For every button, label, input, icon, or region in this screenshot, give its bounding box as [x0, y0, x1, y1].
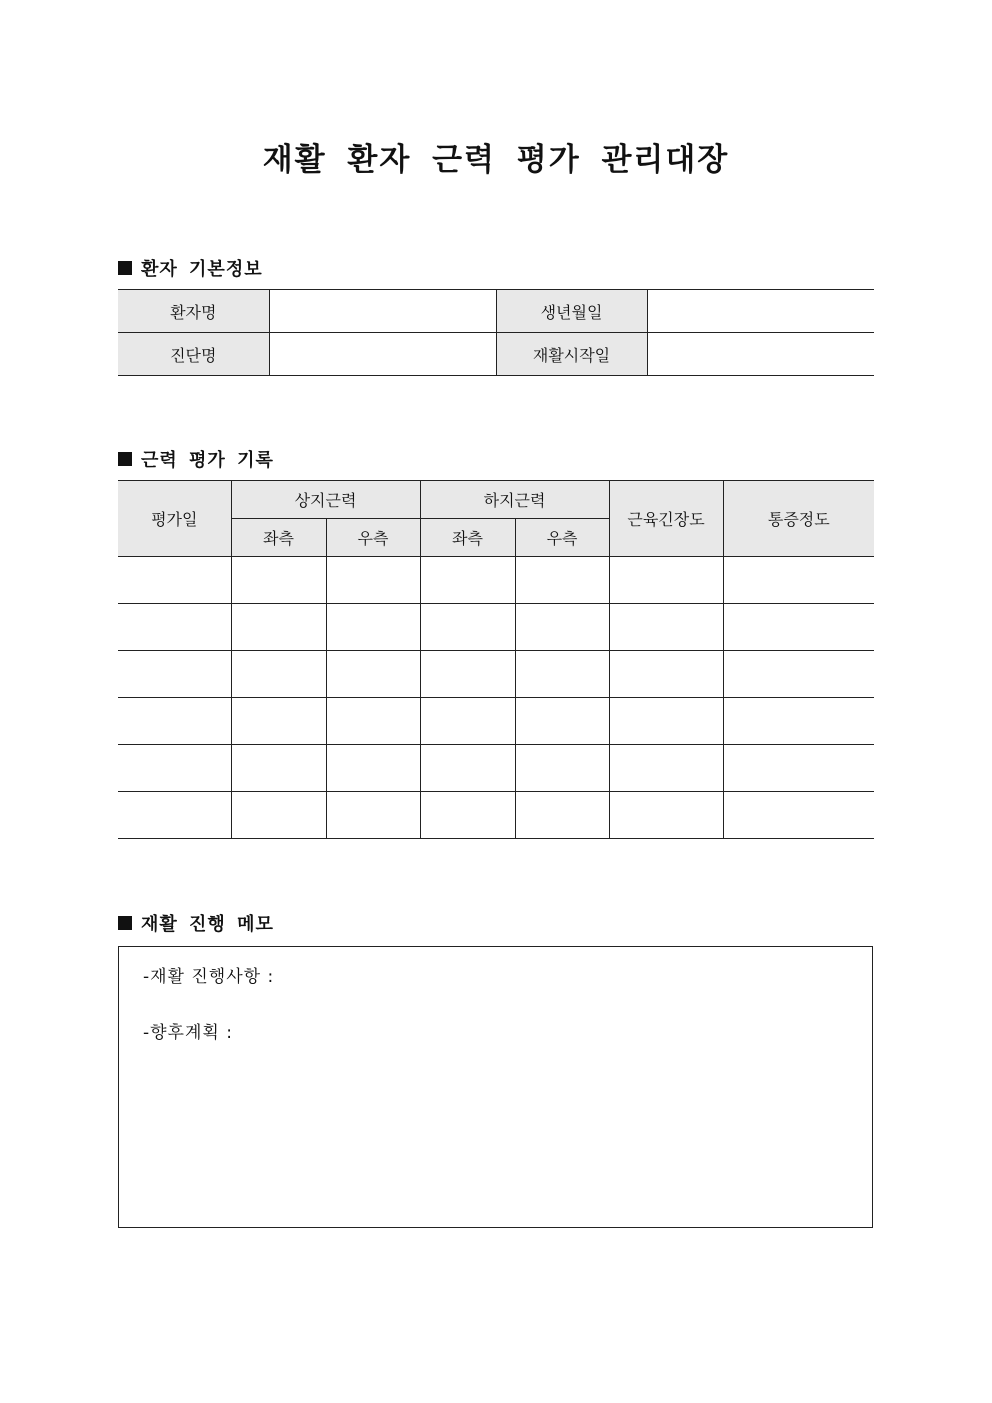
cell-date[interactable]	[118, 557, 231, 604]
cell-lower-left[interactable]	[420, 698, 515, 745]
table-row	[118, 745, 874, 792]
rehab-start-field[interactable]	[647, 333, 874, 376]
header-date: 평가일	[118, 481, 231, 557]
birth-date-label: 생년월일	[496, 290, 647, 333]
cell-muscle-tension[interactable]	[609, 698, 723, 745]
table-row	[118, 333, 874, 376]
cell-muscle-tension[interactable]	[609, 651, 723, 698]
cell-upper-left[interactable]	[231, 745, 326, 792]
diagnosis-field[interactable]	[269, 333, 496, 376]
memo-box[interactable]	[118, 946, 873, 1228]
cell-upper-right[interactable]	[326, 698, 420, 745]
table-row	[118, 698, 874, 745]
cell-lower-left[interactable]	[420, 604, 515, 651]
patient-info-table	[118, 289, 874, 376]
table-header-row	[118, 481, 874, 519]
strength-record-table	[118, 480, 874, 839]
cell-muscle-tension[interactable]	[609, 792, 723, 839]
cell-lower-left[interactable]	[420, 651, 515, 698]
cell-muscle-tension[interactable]	[609, 604, 723, 651]
cell-upper-left[interactable]	[231, 651, 326, 698]
cell-pain-level[interactable]	[723, 604, 874, 651]
cell-upper-right[interactable]	[326, 745, 420, 792]
cell-lower-left[interactable]	[420, 557, 515, 604]
cell-muscle-tension[interactable]	[609, 745, 723, 792]
header-lower-strength: 하지근력	[420, 481, 609, 519]
cell-upper-right[interactable]	[326, 792, 420, 839]
memo-progress-label: -재활 진행사항 :	[143, 967, 275, 987]
header-upper-right: 우측	[326, 519, 420, 557]
cell-pain-level[interactable]	[723, 792, 874, 839]
cell-lower-right[interactable]	[515, 745, 609, 792]
patient-name-label: 환자명	[118, 290, 269, 333]
cell-date[interactable]	[118, 651, 231, 698]
cell-upper-right[interactable]	[326, 557, 420, 604]
header-muscle-tension: 근육긴장도	[609, 481, 723, 557]
cell-lower-right[interactable]	[515, 792, 609, 839]
cell-lower-right[interactable]	[515, 604, 609, 651]
page-title: 재활 환자 근력 평가 관리대장	[262, 142, 730, 178]
rehab-start-label: 재활시작일	[496, 333, 647, 376]
cell-upper-left[interactable]	[231, 557, 326, 604]
cell-upper-left[interactable]	[231, 698, 326, 745]
header-lower-right: 우측	[515, 519, 609, 557]
cell-upper-left[interactable]	[231, 604, 326, 651]
cell-upper-right[interactable]	[326, 651, 420, 698]
cell-pain-level[interactable]	[723, 698, 874, 745]
cell-upper-right[interactable]	[326, 604, 420, 651]
square-bullet-icon	[118, 261, 132, 275]
table-row	[118, 604, 874, 651]
section-heading-patient-info	[118, 255, 263, 281]
cell-date[interactable]	[118, 698, 231, 745]
cell-pain-level[interactable]	[723, 557, 874, 604]
birth-date-field[interactable]	[647, 290, 874, 333]
cell-lower-left[interactable]	[420, 745, 515, 792]
cell-pain-level[interactable]	[723, 651, 874, 698]
cell-date[interactable]	[118, 792, 231, 839]
cell-lower-left[interactable]	[420, 792, 515, 839]
patient-name-field[interactable]	[269, 290, 496, 333]
section-heading-strength-record	[118, 446, 274, 472]
header-lower-left: 좌측	[420, 519, 515, 557]
table-row	[118, 557, 874, 604]
square-bullet-icon	[118, 452, 132, 466]
cell-pain-level[interactable]	[723, 745, 874, 792]
cell-lower-right[interactable]	[515, 557, 609, 604]
section-heading-memo	[118, 910, 274, 936]
cell-lower-right[interactable]	[515, 651, 609, 698]
cell-upper-left[interactable]	[231, 792, 326, 839]
header-pain-level: 통증정도	[723, 481, 874, 557]
table-row	[118, 651, 874, 698]
section-title: 환자 기본정보	[141, 259, 263, 280]
memo-plan-label: -향후계획 :	[143, 1023, 233, 1043]
square-bullet-icon	[118, 916, 132, 930]
cell-date[interactable]	[118, 745, 231, 792]
cell-lower-right[interactable]	[515, 698, 609, 745]
header-upper-strength: 상지근력	[231, 481, 420, 519]
cell-muscle-tension[interactable]	[609, 557, 723, 604]
section-title: 재활 진행 메모	[141, 914, 274, 935]
diagnosis-label: 진단명	[118, 333, 269, 376]
table-row	[118, 290, 874, 333]
table-row	[118, 792, 874, 839]
header-upper-left: 좌측	[231, 519, 326, 557]
section-title: 근력 평가 기록	[141, 450, 274, 471]
cell-date[interactable]	[118, 604, 231, 651]
